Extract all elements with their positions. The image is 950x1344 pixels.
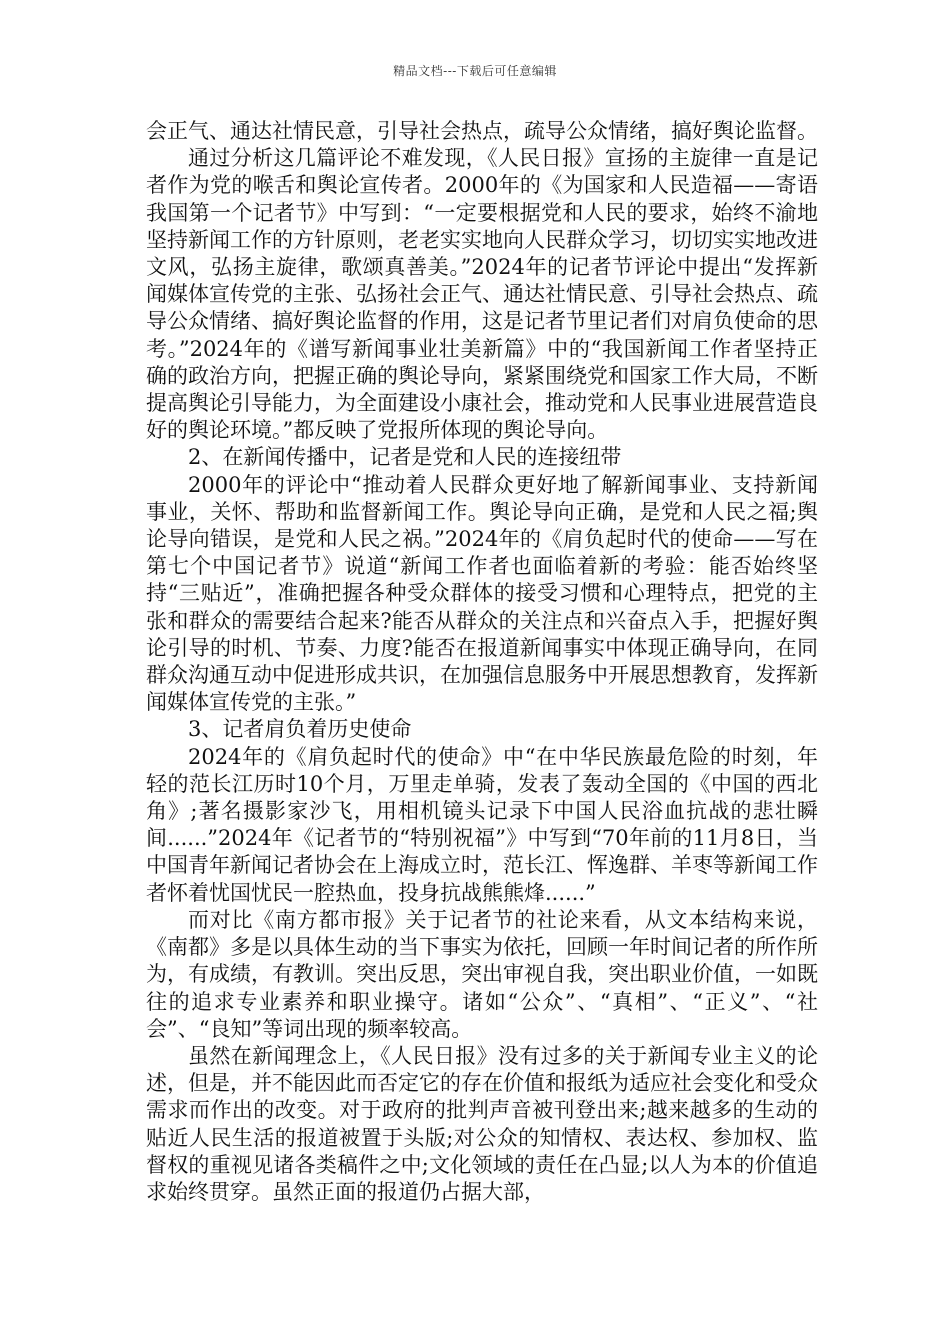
- paragraph-1: 会正气、通达社情民意，引导社会热点，疏导公众情绪，搞好舆论监督。: [146, 119, 818, 143]
- section-heading-3: 3、记者肩负着历史使命: [188, 717, 412, 742]
- section-heading-2: 2、在新闻传播中，记者是党和人民的连接纽带: [188, 445, 622, 470]
- paragraph-6: 虽然在新闻理念上，《人民日报》没有过多的关于新闻专业主义的论述，但是，并不能因此而否定它的存在价值和报纸为适应社会变化和受众需求而作出的改变。对于政府的批判声音被刊登出来;越来越多的生动的贴近人民生活的报道被置于头版;对公众的知情权、表达权、参加权、监督权的重视见诸各类稿件之中;文化领域的责任在凸显;以人为本的价值追求始终贯穿。虽然正面的报道仍占据大部，: [146, 1043, 818, 1204]
- paragraph-3: 2000年的评论中“推动着人民群众更好地了解新闻事业、支持新闻事业，关怀、帮助和监督新闻工作。舆论导向正确，是党和人民之福;舆论导向错误，是党和人民之祸。”2024年的《肩负起时代的使命——写在第七个中国记者节》说道“新闻工作者也面临着新的考验：能否始终坚持“三贴近”，准确把握各种受众群体的接受习惯和心理特点，把党的主张和群众的需要结合起来?能否从群众的关注点和兴奋点入手，把握好舆论引导的时机、节奏、力度?能否在报道新闻事实中体现正确导向，在同群众沟通互动中促进形成共识，在加强信息服务中开展思想教育，发挥新闻媒体宣传党的主张。”: [146, 472, 818, 715]
- paragraph-5: 而对比《南方都市报》关于记者节的社论来看，从文本结构来说，《南都》多是以具体生动的当下事实为依托，回顾一年时间记者的所作所为，有成绩，有教训。突出反思，突出审视自我，突出职业价值，一如既往的追求专业素养和职业操守。诸如“公众”、“真相”、“正义”、“社会”、“良知”等词出现的频率较高。: [146, 907, 818, 1041]
- document-body: [146, 118, 818, 1206]
- paragraph-2: 通过分析这几篇评论不难发现，《人民日报》宣扬的主旋律一直是记者作为党的喉舌和舆论宣传者。2000年的《为国家和人民造福——寄语我国第一个记者节》中写到：“一定要根据党和人民的要求，始终不渝地坚持新闻工作的方针原则，老老实实地向人民群众学习，切切实实地改进文风，弘扬主旋律，歌颂真善美。”2024年的记者节评论中提出“发挥新闻媒体宣传党的主张、弘扬社会正气、通达社情民意、引导社会热点、疏导公众情绪、搞好舆论监督的作用，这是记者节里记者们对肩负使命的思考。”2024年的《谱写新闻事业壮美新篇》中的“我国新闻工作者坚持正确的政治方向，把握正确的舆论导向，紧紧围绕党和国家工作大局，不断提高舆论引导能力，为全面建设小康社会，推动党和人民事业进展营造良好的舆论环境。”都反映了党报所体现的舆论导向。: [146, 146, 818, 443]
- paragraph-4: 2024年的《肩负起时代的使命》中“在中华民族最危险的时刻，年轻的范长江历时10个月，万里走单骑，发表了轰动全国的《中国的西北角》;著名摄影家沙飞，用相机镜头记录下中国人民浴血抗战的悲壮瞬间......”2024年《记者节的“特别祝福”》中写到“70年前的11月8日，当中国青年新闻记者协会在上海成立时，范长江、恽逸群、羊枣等新闻工作者怀着忧国忧民一腔热血，投身抗战熊熊烽......”: [146, 744, 818, 905]
- page-header: 精品文档---下载后可任意编辑: [393, 64, 557, 78]
